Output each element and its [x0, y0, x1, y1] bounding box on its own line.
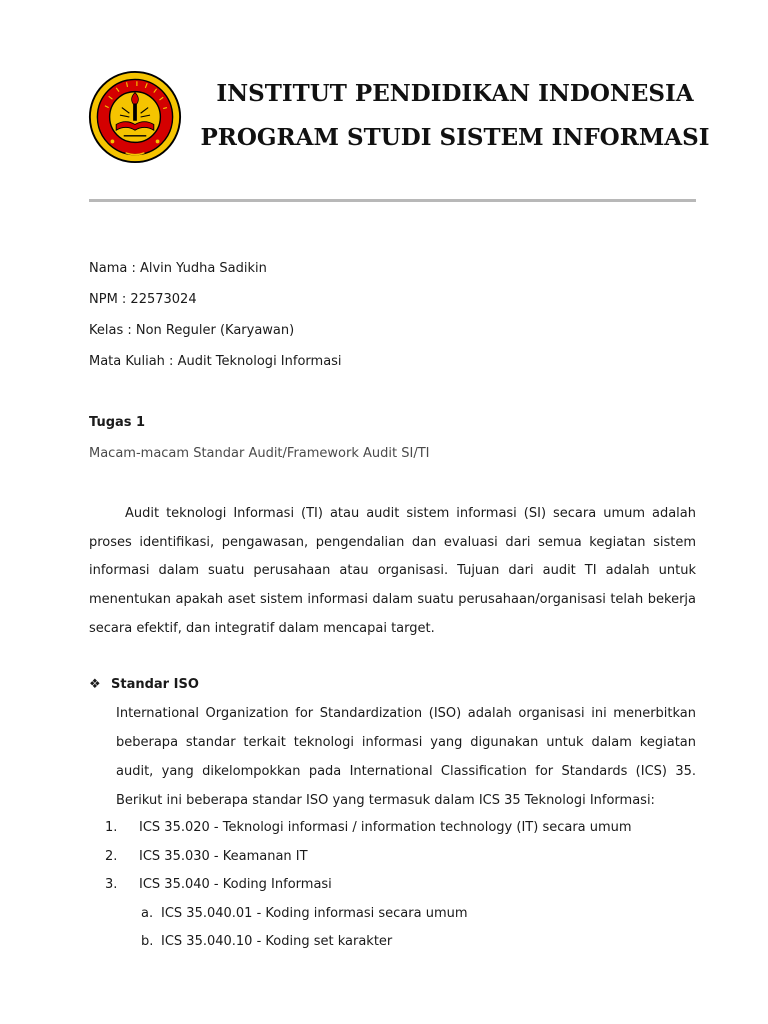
section-heading: [89, 677, 199, 692]
diamond-bullet-icon: ❖: [89, 677, 101, 692]
institution-name: INSTITUT PENDIDIKAN INDONESIA: [216, 80, 694, 107]
intro-paragraph: Audit teknologi Informasi (TI) atau audit sistem informasi (SI) secara umum adalah proses identifikasi, pengawasan, pengendalian dan evaluasi dari semua kegiatan sistem informasi dalam suatu perusahaan atau organisasi. Tujuan dari audit TI adalah untuk menentukan apakah aset sistem informasi dalam suatu perusahaan/organisasi telah bekerja secara efektif, dan integratif dalam mencapai target.: [89, 506, 696, 636]
program-name: PROGRAM STUDI SISTEM INFORMASI: [200, 124, 710, 151]
course-name: Mata Kuliah : Audit Teknologi Informasi: [89, 354, 342, 369]
assignment-subtitle: Macam-macam Standar Audit/Framework Audit SI/TI: [89, 446, 430, 461]
assignment-title: Tugas 1: [89, 415, 146, 430]
header-divider: [89, 199, 696, 202]
institution-logo: [88, 70, 182, 164]
document-page: INSTITUT PENDIDIKAN INDONESIA PROGRAM STUDI SISTEM INFORMASI Nama : Alvin Yudha Sadikin NPM : 22573024 Kelas : Non Reguler (Karyawan) Mata Kuliah : Audit Teknologi Informasi Tugas 1 Macam-macam Standar Audit/Framework Audit SI/TI Audit teknologi Informasi (TI) atau audit sistem informasi (SI) secara umum adalah proses identifikasi, pengawasan, pengendalian dan evaluasi dari semua kegiatan sistem informasi dalam suatu perusahaan atau organisasi. Tujuan dari audit TI adalah untuk menentukan apakah aset sistem informasi dalam suatu perusahaan/organisasi telah bekerja secara efektif, dan integratif dalam mencapai target. ❖ Standar ISO International Organization for Standardization (ISO) adalah organisasi ini menerbitkan beberapa standar terkait teknologi informasi yang digunakan untuk dalam kegiatan audit, yang dikelompokkan pada International Classification for Standards (ICS) 35. Berikut ini beberapa standar ISO yang termasuk dalam ICS 35 Teknologi Informasi: 1. ICS 35.020 - Teknologi informasi / information technology (IT) secara umum 2. ICS 35.030 - Keamanan IT 3. ICS 35.040 - Koding Informasi a. ICS 35.040.01 - Koding informasi secara umum b. ICS 35.040.10 - Koding set karakter: [0, 0, 768, 1024]
student-class: Kelas : Non Reguler (Karyawan): [89, 323, 295, 338]
section-heading-text: Standar ISO: [111, 677, 199, 692]
student-name: Nama : Alvin Yudha Sadikin: [89, 261, 267, 276]
section-paragraph: International Organization for Standardization (ISO) adalah organisasi ini menerbitkan beberapa standar terkait teknologi informasi yang digunakan untuk dalam kegiatan audit, yang dikelompokkan pada International Classification for Standards (ICS) 35. Berikut ini beberapa standar ISO yang termasuk dalam ICS 35 Teknologi Informasi:: [116, 706, 696, 808]
student-npm: NPM : 22573024: [89, 292, 197, 307]
